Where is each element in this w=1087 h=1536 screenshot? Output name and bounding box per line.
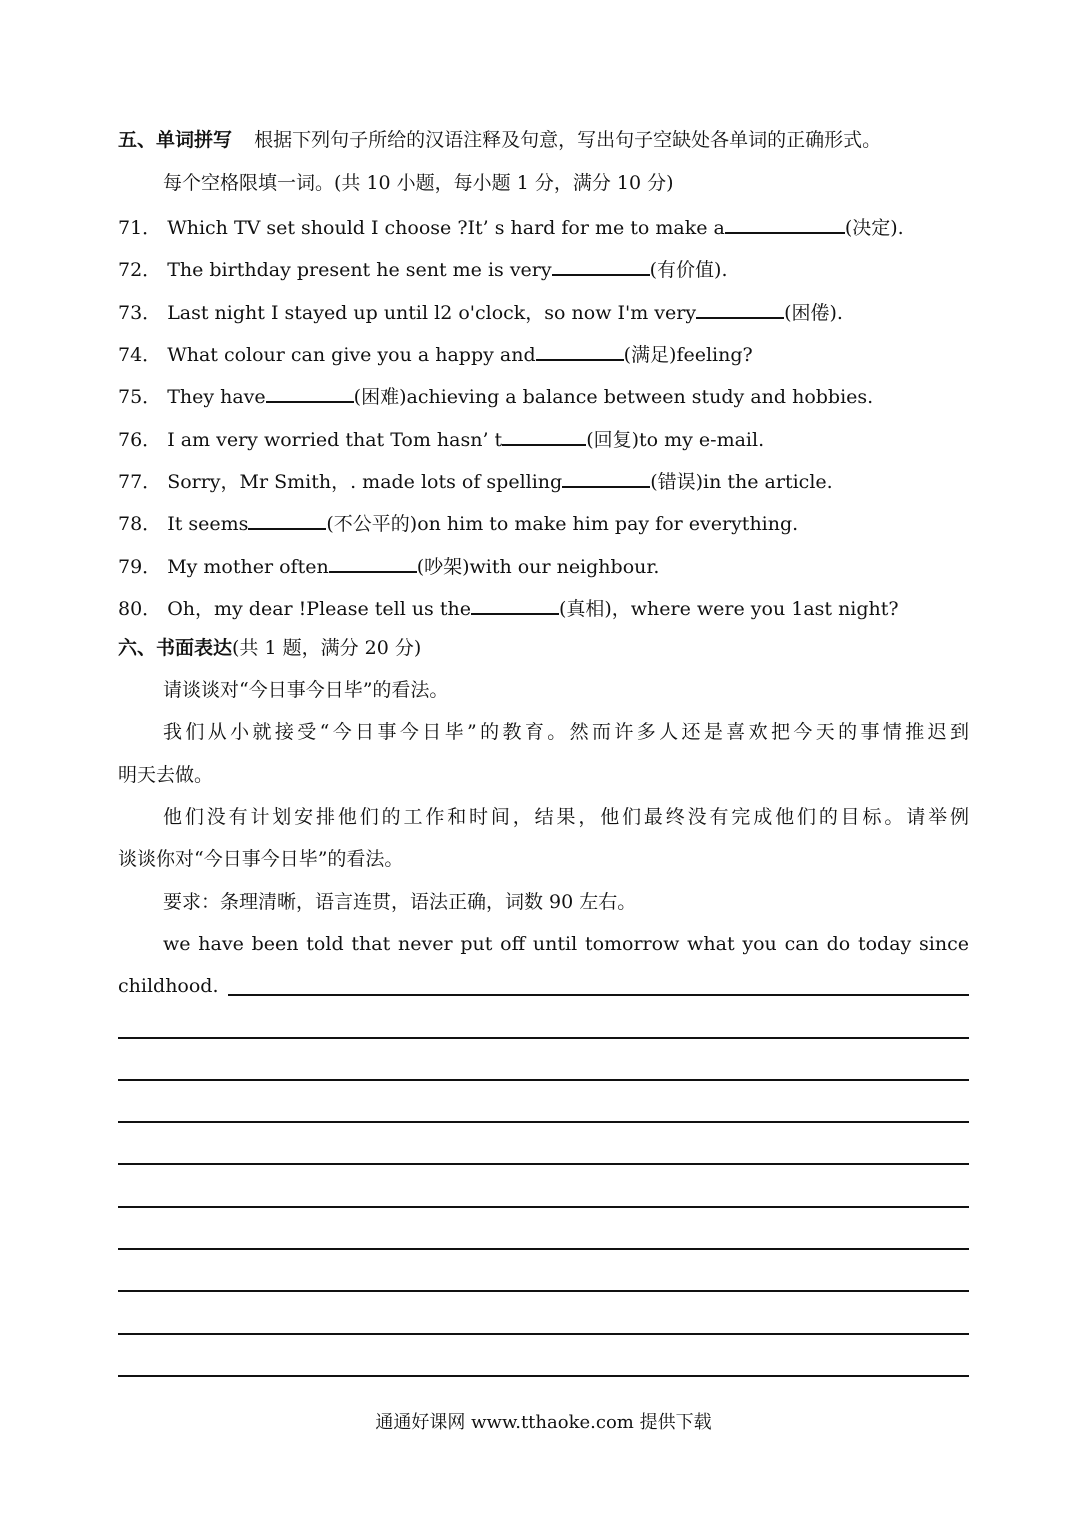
question-75: 75． They have (困难)achieving a balance between study and hobbies. <box>118 381 873 410</box>
answer-blank-72[interactable] <box>552 254 650 276</box>
section5-instruction: 根据下列句子所给的汉语注释及句意，写出句子空缺处各单词的正确形式。 <box>254 129 882 151</box>
section5-instruction2: 每个空格限填一词。(共 10 小题，每小题 1 分，满分 10 分) <box>163 172 674 194</box>
writing-line-7[interactable] <box>118 1248 969 1250</box>
writing-line-10[interactable] <box>118 1375 969 1377</box>
answer-blank-71[interactable] <box>725 212 845 234</box>
writing-starter-line1: we have been told that never put off until tomorrow what you can do today since <box>163 933 969 955</box>
question-78: 78． It seems (不公平的)on him to make him pay for everything. <box>118 508 798 537</box>
question-76: 76． I am very worried that Tom hasn’ t (回复)to my e-mail. <box>118 424 764 453</box>
answer-blank-80[interactable] <box>471 593 559 615</box>
answer-blank-77[interactable] <box>562 466 650 488</box>
writing-line-1[interactable] <box>228 994 969 996</box>
answer-blank-76[interactable] <box>502 424 586 446</box>
section6-header <box>118 635 421 661</box>
writing-prompt-p3b: 谈谈你对“今日事今日毕”的看法。 <box>118 848 404 870</box>
section6-heading-note: (共 1 题，满分 20 分) <box>232 637 422 659</box>
answer-blank-73[interactable] <box>696 297 784 319</box>
answer-blank-74[interactable] <box>536 339 624 361</box>
writing-line-4[interactable] <box>118 1121 969 1123</box>
question-79: 79． My mother often (吵架)with our neighbour. <box>118 551 659 580</box>
writing-line-5[interactable] <box>118 1163 969 1165</box>
writing-prompt-p2a: 我们从小就接受“今日事今日毕”的教育。然而许多人还是喜欢把今天的事情推迟到 <box>163 721 969 743</box>
question-73: 73． Last night I stayed up until l2 o'clock，so now I'm very (困倦). <box>118 297 843 326</box>
section5-header <box>118 127 881 153</box>
question-77: 77． Sorry，Mr Smith，. made lots of spelling (错误)in the article. <box>118 466 833 495</box>
writing-requirements: 要求：条理清晰，语言连贯，语法正确，词数 90 左右。 <box>163 891 637 913</box>
writing-line-8[interactable] <box>118 1290 969 1292</box>
writing-line-6[interactable] <box>118 1206 969 1208</box>
answer-blank-79[interactable] <box>329 551 417 573</box>
writing-prompt-p3a: 他们没有计划安排他们的工作和时间，结果，他们最终没有完成他们的目标。请举例 <box>163 806 969 828</box>
writing-prompt-p2b: 明天去做。 <box>118 764 214 786</box>
writing-prompt-p1: 请谈谈对“今日事今日毕”的看法。 <box>163 679 449 701</box>
writing-starter-line2: childhood. <box>118 975 219 997</box>
answer-blank-78[interactable] <box>248 508 326 530</box>
question-72: 72． The birthday present he sent me is very (有价值). <box>118 254 728 283</box>
section5-heading: 五、单词拼写 <box>118 129 233 151</box>
writing-line-9[interactable] <box>118 1333 969 1335</box>
writing-line-3[interactable] <box>118 1079 969 1081</box>
question-80: 80． Oh，my dear !Please tell us the (真相)，where were you 1ast night? <box>118 593 899 622</box>
question-71: 71． Which TV set should I choose ?It’ s hard for me to make a (决定). <box>118 212 904 241</box>
question-74: 74． What colour can give you a happy and (满足)feeling? <box>118 339 753 368</box>
page-footer: 通通好课网 www.tthaoke.com 提供下载 <box>375 1412 712 1433</box>
answer-blank-75[interactable] <box>266 381 354 403</box>
writing-line-2[interactable] <box>118 1037 969 1039</box>
section6-heading: 六、书面表达 <box>118 637 233 659</box>
